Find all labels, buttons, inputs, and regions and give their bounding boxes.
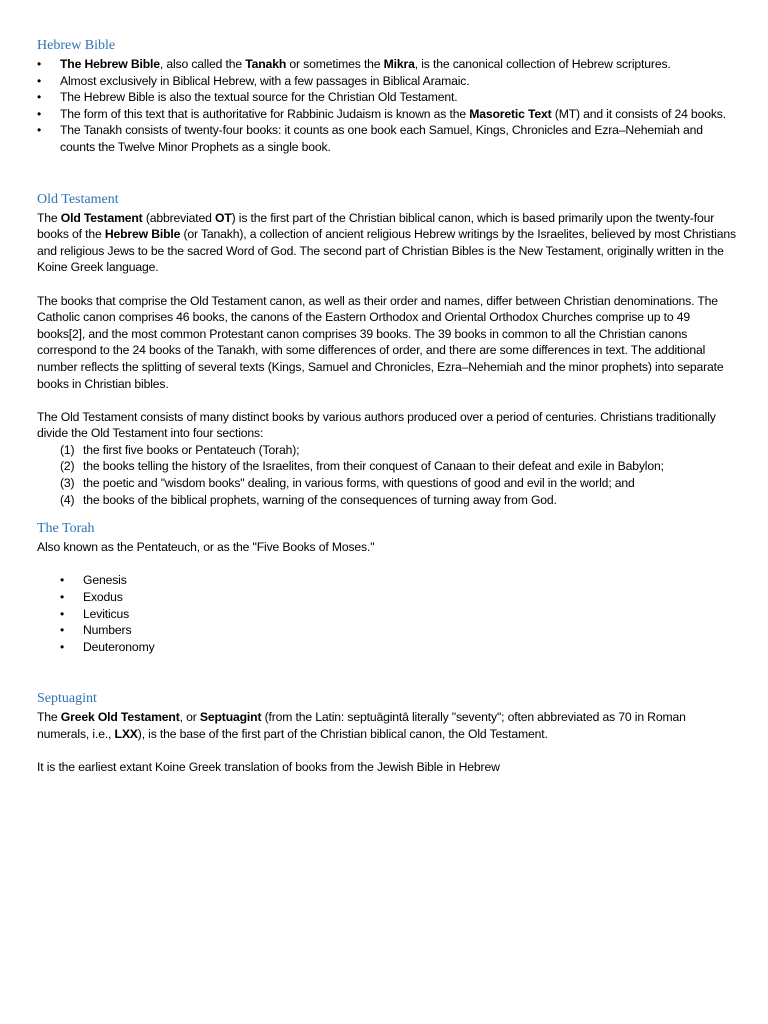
- text-run: ) is the first part of the Christian biblical canon, which is based primarily upon the twenty-four books of the: [37, 210, 715, 242]
- septuagint-paragraph-2: It is the earliest extant Koine Greek translation of books from the Jewish Bible in Hebrew: [37, 760, 500, 775]
- bold-term: Septuagint: [199, 710, 262, 725]
- list-item: • Deuteronomy: [37, 639, 737, 656]
- torah-intro: Also known as the Pentateuch, or as the "Five Books of Moses.": [37, 540, 375, 555]
- torah-books-list: [37, 572, 737, 655]
- text-run: (MT) and it consists of 24 books.: [551, 106, 726, 121]
- septuagint-paragraph-1: [37, 709, 737, 742]
- bold-term: The Hebrew Bible: [60, 57, 160, 71]
- bold-term: Old Testament: [60, 210, 143, 225]
- text-run: (or Tanakh), a collection of ancient religious Hebrew writings by the Israelites, believed by most Christians and religious Jews to be the sacred Word of God. The second part of Christian Bibles is the New Testament, originally written in the Koine Greek language.: [37, 227, 736, 275]
- list-text: the books of the biblical prophets, warning of the consequences of turning away from God.: [83, 492, 557, 507]
- bold-term: Mikra: [383, 57, 415, 71]
- text-run: , also called the: [159, 57, 246, 71]
- text-run: or sometimes the: [286, 57, 384, 71]
- text-run: The: [37, 210, 61, 225]
- list-item: • Exodus: [37, 589, 737, 606]
- list-item: [37, 442, 737, 459]
- list-text: the poetic and "wisdom books" dealing, in various forms, with questions of good and evil in the world; and: [83, 476, 635, 491]
- list-item: [37, 106, 737, 123]
- list-item: [37, 56, 737, 73]
- heading-septuagint: Septuagint: [37, 691, 97, 707]
- text-run: , is the canonical collection of Hebrew scriptures.: [414, 57, 671, 71]
- list-item: • Numbers: [37, 622, 737, 639]
- list-item: • Leviticus: [37, 606, 737, 623]
- text-run: The: [37, 710, 61, 725]
- list-item: [37, 475, 737, 492]
- text-run: The form of this text that is authoritative for Rabbinic Judaism is known as the: [60, 106, 470, 121]
- text-run: (from the Latin: septuāgintā literally "seventy"; often abbreviated as 70 in Roman numerals, i.e.,: [37, 710, 686, 741]
- bold-term: Masoretic Text: [469, 106, 552, 121]
- old-testament-paragraph-3: The Old Testament consists of many distinct books by various authors produced over a period of centuries. Christians traditionally divide the Old Testament into four sections:: [37, 409, 716, 441]
- old-testament-paragraph-1: [37, 210, 737, 276]
- bold-term: Greek Old Testament: [60, 710, 180, 725]
- list-item: • The Tanakh consists of twenty-four books: it counts as one book each Samuel, Kings, Chronicles and Ezra–Nehemiah and counts the Twelve Minor Prophets as a single book.: [37, 122, 737, 155]
- list-item: • The Hebrew Bible is also the textual source for the Christian Old Testament.: [37, 89, 737, 106]
- list-number: (2): [60, 459, 75, 474]
- bold-term: OT: [215, 210, 232, 225]
- list-number: (1): [60, 442, 75, 457]
- bold-term: Hebrew Bible: [104, 227, 181, 242]
- text-run: (abbreviated: [142, 210, 216, 225]
- list-item: [37, 492, 737, 509]
- document-page: [37, 36, 737, 776]
- list-item: • Almost exclusively in Biblical Hebrew, with a few passages in Biblical Aramaic.: [37, 73, 737, 90]
- old-testament-paragraph-2: The books that comprise the Old Testament canon, as well as their order and names, differ between Christian denominations. The Catholic canon comprises 46 books, the canons of the Eastern Orthodox and Oriental Orthodox Churches comprise up to 49 books[2], and the most common Protestant canon comprises 39 books. The 39 books in common to all the Christian canons correspond to the 24 books of the Tanakh, with some differences of order, and there are some differences in text. The additional number reflects the splitting of several texts (Kings, Samuel and Chronicles, Ezra–Nehemiah and the minor prophets) into separate books in Christian bibles.: [37, 293, 724, 391]
- list-text: the first five books or Pentateuch (Torah);: [83, 442, 300, 457]
- bold-term: LXX: [114, 727, 138, 741]
- list-item: • Genesis: [37, 572, 737, 589]
- list-item: [37, 458, 737, 475]
- heading-hebrew-bible: Hebrew Bible: [37, 38, 116, 53]
- hebrew-bible-list: [37, 56, 737, 156]
- list-number: (3): [60, 476, 75, 491]
- text-run: ), is the base of the first part of the Christian biblical canon, the Old Testament.: [137, 727, 548, 741]
- heading-the-torah: The Torah: [37, 521, 95, 537]
- bold-term: Tanakh: [245, 57, 287, 71]
- heading-old-testament: Old Testament: [37, 191, 119, 207]
- old-testament-sections-list: [37, 442, 737, 508]
- list-text: the books telling the history of the Israelites, from their conquest of Canaan to their defeat and exile in Babylon;: [83, 459, 664, 474]
- text-run: , or: [179, 710, 200, 725]
- list-number: (4): [60, 492, 75, 507]
